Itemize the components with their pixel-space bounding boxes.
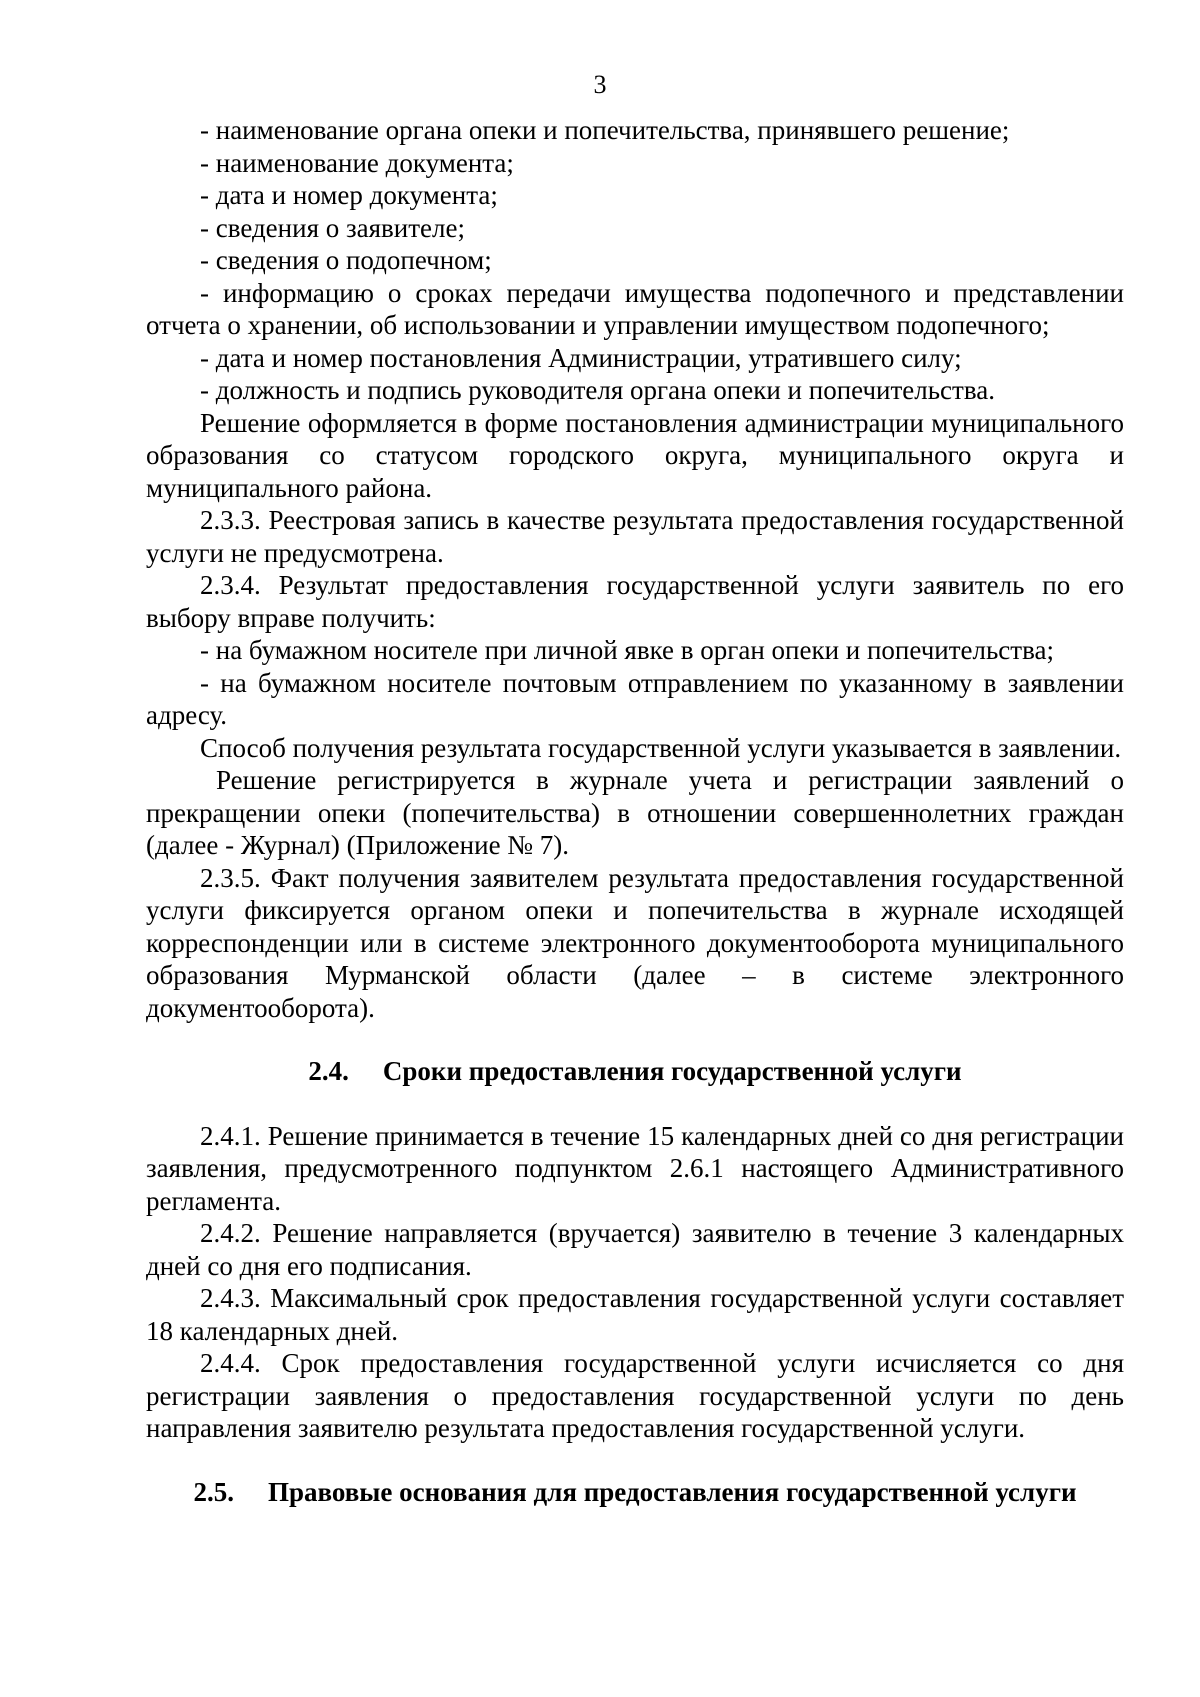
list-item: - на бумажном носителе почтовым отправлением по указанному в заявлении адресу. [146, 667, 1124, 730]
list-item: - наименование органа опеки и попечительства, принявшего решение; [200, 115, 1010, 145]
paragraph-2-4-2: 2.4.2. Решение направляется (вручается) заявителю в течение 3 календарных дней со дня его подписания. [146, 1218, 1124, 1281]
paragraph-registration: Решение регистрируется в журнале учета и регистрации заявлений о прекращении опеки (попечительства) в отношении совершеннолетних граждан (далее - Журнал) (Приложение № 7). [146, 765, 1124, 860]
section-number: 2.4. [308, 1056, 349, 1086]
paragraph-2-3-4: 2.3.4. Результат предоставления государственной услуги заявитель по его выбору вправе получить: [146, 570, 1124, 633]
list-item: - сведения о подопечном; [200, 245, 492, 275]
list-item: - сведения о заявителе; [200, 212, 465, 243]
list-item: - информацию о сроках передачи имущества подопечного и представлении отчета о хранении, об использовании и управлении имуществом подопечного; [146, 277, 1124, 340]
page-number: 3 [593, 70, 607, 99]
section-title: Сроки предоставления государственной услуги [382, 1056, 962, 1086]
paragraph-decision-form: Решение оформляется в форме постановления администрации муниципального образования со статусом городского округа, муниципального округа и муниципального района. [146, 407, 1124, 503]
list-item: - должность и подпись руководителя органа опеки и попечительства. [200, 375, 995, 405]
paragraph-result-method: Способ получения результата государственной услуги указывается в заявлении. [200, 732, 1122, 763]
paragraph-2-4-4: 2.4.4. Срок предоставления государственной услуги исчисляется со дня регистрации заявления о предоставления государственной услуги по день направления заявителю результата предоставления государственной услуги. [146, 1348, 1124, 1443]
list-item: - дата и номер документа; [200, 180, 498, 210]
paragraph-2-3-5: 2.3.5. Факт получения заявителем результата предоставления государственной услуги фиксируется органом опеки и попечительства в журнале исходящей корреспонденции или в системе электронного документооборота муниципального образования Мурманской области (далее – в системе электронного документооборота). [146, 862, 1124, 1023]
list-item: - на бумажном носителе при личной явке в орган опеки и попечительства; [200, 635, 1054, 665]
section-heading-2-5 [146, 1476, 1124, 1509]
paragraph-2-4-3: 2.4.3. Максимальный срок предоставления государственной услуги составляет 18 календарных дней. [146, 1283, 1124, 1346]
section-heading-2-4 [146, 1055, 1124, 1088]
paragraph-2-3-3: 2.3.3. Реестровая запись в качестве результата предоставления государственной услуги не предусмотрена. [146, 505, 1124, 568]
section-number: 2.5. [193, 1476, 234, 1507]
paragraph-2-4-1: 2.4.1. Решение принимается в течение 15 календарных дней со дня регистрации заявления, предусмотренного подпунктом 2.6.1 настоящего Административного регламента. [146, 1120, 1124, 1216]
list-item: - дата и номер постановления Администрации, утратившего силу; [200, 342, 962, 373]
section-title: Правовые основания для предоставления государственной услуги [267, 1476, 1077, 1507]
document-body [146, 114, 1124, 1508]
list-item: - наименование документа; [200, 147, 514, 178]
